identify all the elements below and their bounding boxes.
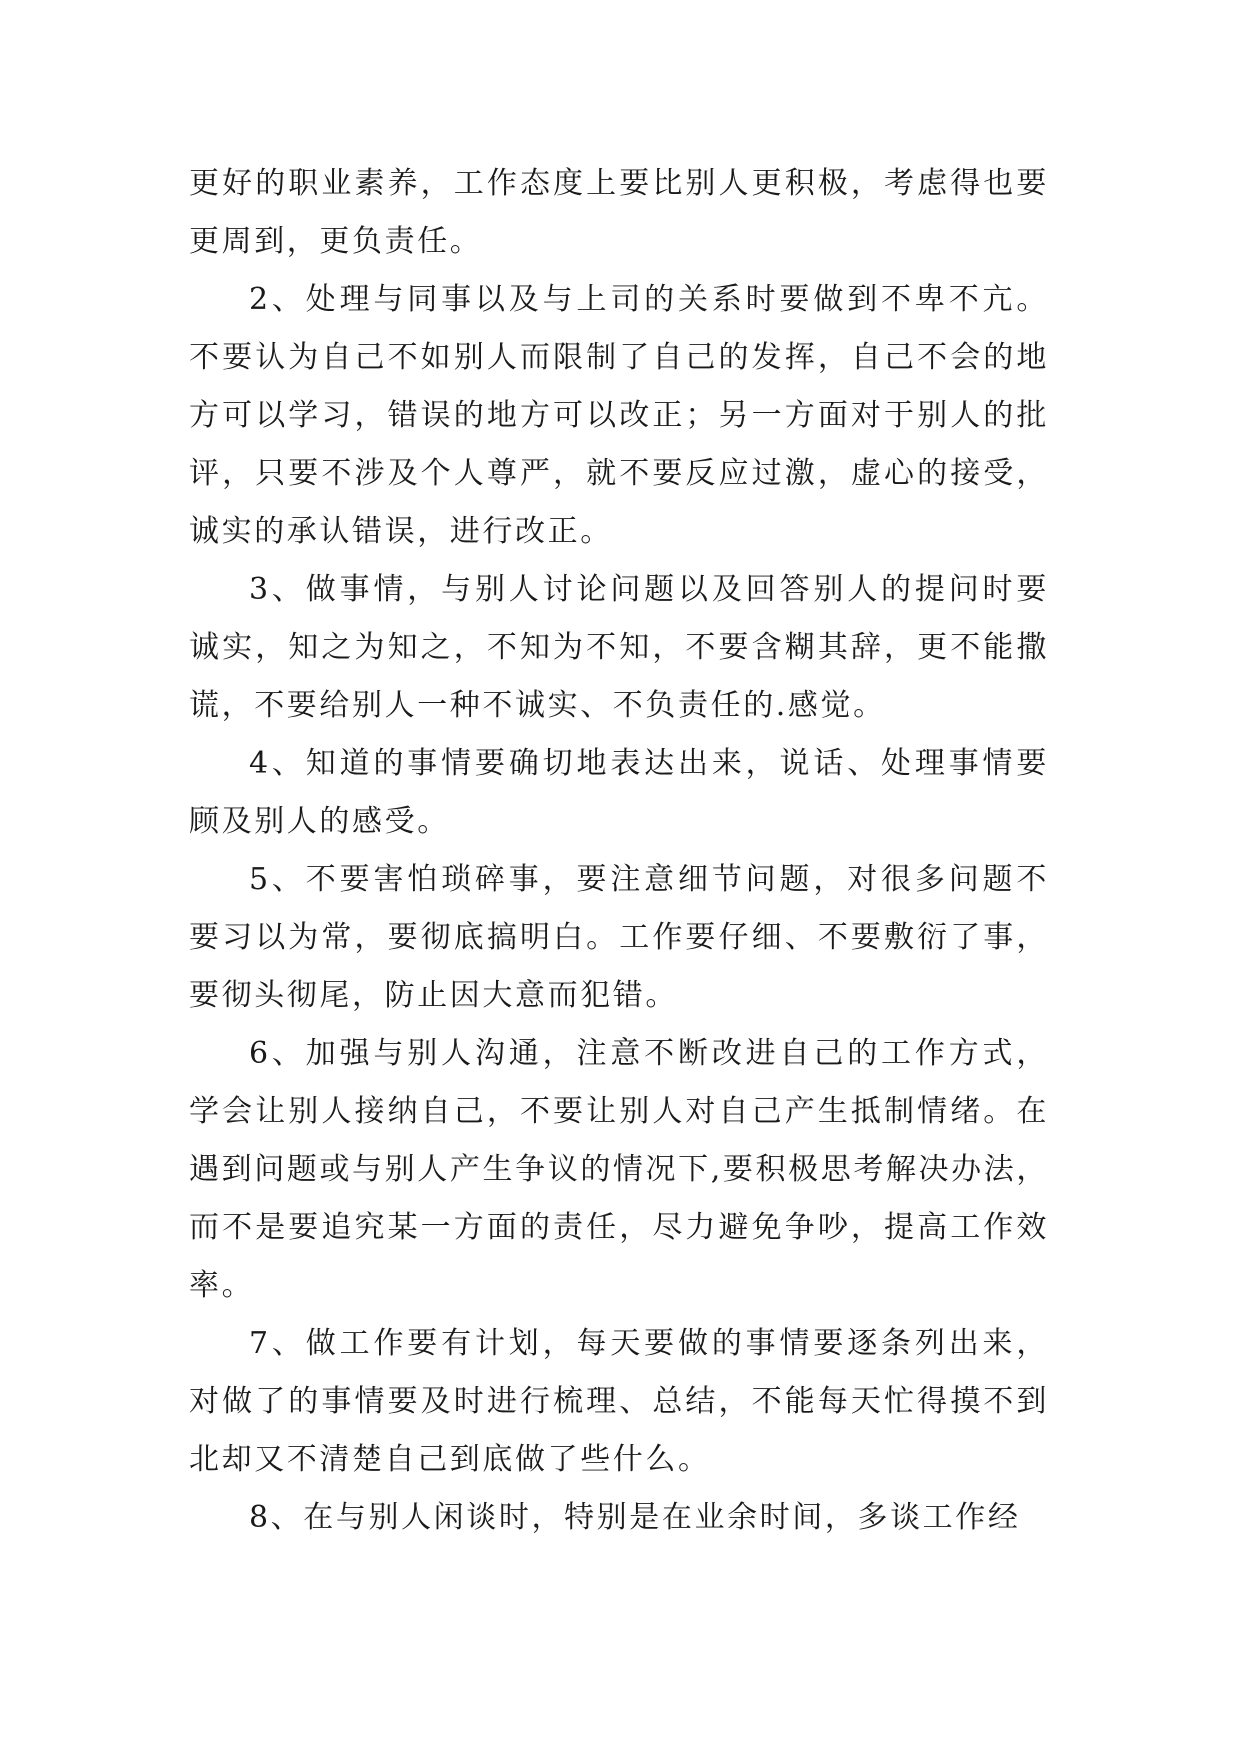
paragraph-continuation: 更好的职业素养，工作态度上要比别人更积极，考虑得也要更周到，更负责任。 bbox=[189, 166, 1049, 259]
paragraph-item-6: 6、加强与别人沟通，注意不断改进自己的工作方式，学会让别人接纳自己，不要让别人对自己产生抵制情绪。在遇到问题或与别人产生争议的情况下,要积极思考解决办法，而不是要追究某一方面的责任，尽力避免争吵，提高工作效率。 bbox=[189, 1036, 1049, 1303]
paragraph-item-4: 4、知道的事情要确切地表达出来，说话、处理事情要顾及别人的感受。 bbox=[189, 746, 1049, 839]
paragraph-item-2: 2、处理与同事以及与上司的关系时要做到不卑不亢。不要认为自己不如别人而限制了自己的发挥，自己不会的地方可以学习，错误的地方可以改正；另一方面对于别人的批评，只要不涉及个人尊严，就不要反应过激，虚心的接受，诚实的承认错误，进行改正。 bbox=[189, 282, 1049, 549]
paragraph-item-8: 8、在与别人闲谈时，特别是在业余时间，多谈工作经 bbox=[249, 1500, 1021, 1535]
paragraph-item-7: 7、做工作要有计划，每天要做的事情要逐条列出来，对做了的事情要及时进行梳理、总结，不能每天忙得摸不到北却又不清楚自己到底做了些什么。 bbox=[189, 1326, 1049, 1477]
document-body bbox=[189, 155, 1049, 1547]
paragraph-item-5: 5、不要害怕琐碎事，要注意细节问题，对很多问题不要习以为常，要彻底搞明白。工作要仔细、不要敷衍了事，要彻头彻尾，防止因大意而犯错。 bbox=[189, 862, 1049, 1013]
paragraph-item-3: 3、做事情，与别人讨论问题以及回答别人的提问时要诚实，知之为知之，不知为不知，不要含糊其辞，更不能撒谎，不要给别人一种不诚实、不负责任的.感觉。 bbox=[189, 572, 1049, 723]
